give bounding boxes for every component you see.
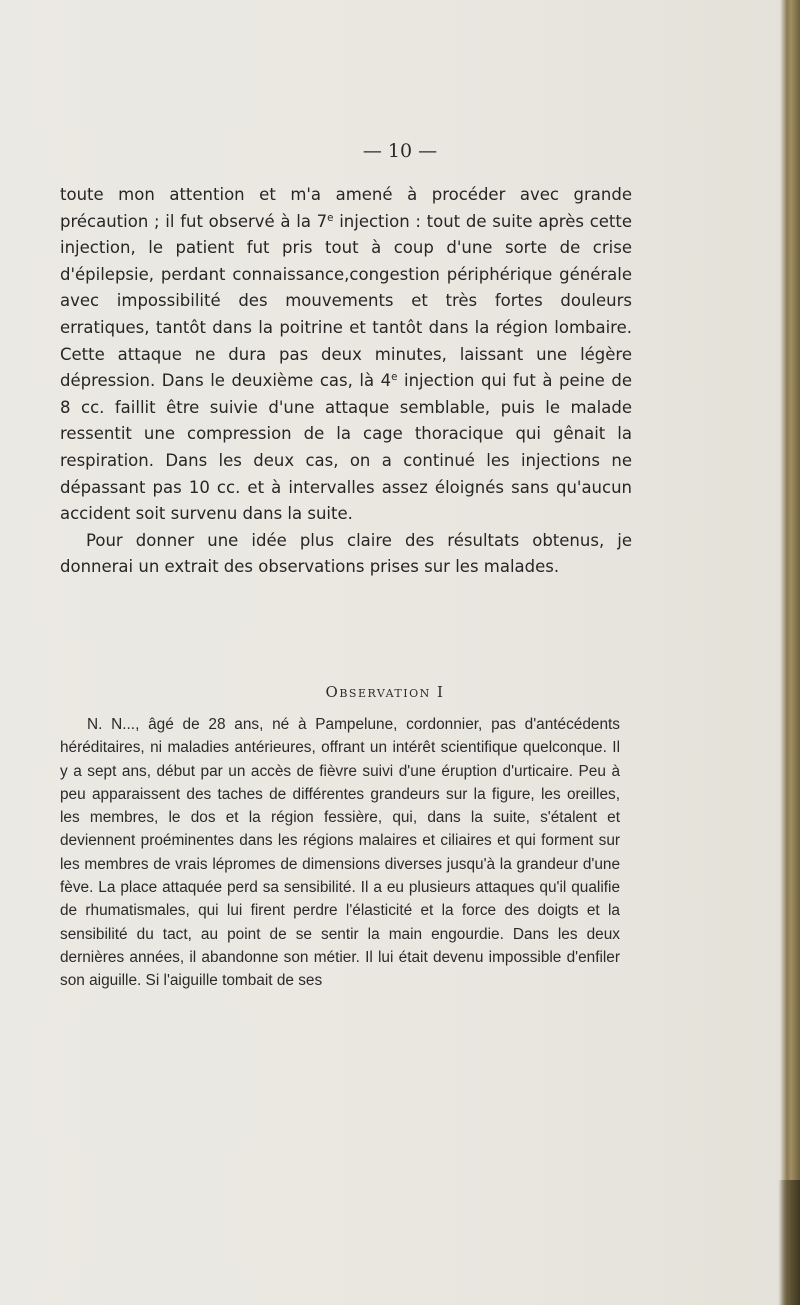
observation-text: N. N..., âgé de 28 ans, né à Pampelune, cordonnier, pas d'antécédents héréditaires, ni maladies antérieures, offrant un intérêt scientifique quelconque. Il y a sept ans, début par un accès de fièvre suivi d'une éruption d'urticaire. Peu à peu apparaissent des taches de différentes grandeurs sur la figure, les oreilles, les membres, le dos et la région fessière, qui, dans la suite, s'étalent et deviennent proéminentes dans les régions malaires et ciliaires et qui forment sur les membres de vrais lépromes de dimensions diverses jusqu'à la grandeur d'une fève. La place attaquée perd sa sensibilité. Il a eu plusieurs attaques qu'il qualifie de rhumatismales, qui lui firent perdre l'élasticité et la force des doigts et la sensibilité du tact, au point de se sentir la main engourdie. Dans les deux dernières années, il abandonne son métier. Il lui était devenu impossible d'enfiler son aiguille. Si l'aiguille tombait de ses [60, 716, 620, 990]
page-number: — 10 — [362, 140, 438, 162]
paragraph-1-part-1: toute mon attention et m'a amené à procéder avec grande précaution ; il fut observé à la 7 [60, 185, 632, 231]
paragraph-1-part-2: injection : tout de suite après cette injection, le patient fut pris tout à coup d'une sorte de crise d'épilepsie, perdant connaissance,congestion périphérique générale avec impossibilité des mouvements et très fortes douleurs erratiques, tantôt dans la poitrine et tantôt dans la région lombaire. Cette attaque ne dura pas deux minutes, laissant une légère dépression. Dans le deuxième cas, là 4 [60, 211, 633, 391]
paragraph-2: Pour donner une idée plus claire des résultats obtenus, je donnerai un extrait des observations prises sur les malades. [60, 530, 632, 577]
book-spine-corner [778, 1180, 800, 1305]
observation-heading: Observation I [325, 683, 445, 701]
book-spine-shadow [780, 0, 800, 1305]
paragraph-1 [60, 182, 632, 528]
main-text-block [60, 182, 632, 581]
superscript-2: e [391, 372, 398, 384]
superscript-1: e [327, 212, 334, 224]
paragraph-1-part-3: injection qui fut à peine de 8 cc. faillit être suivie d'une attaque semblable, puis le malade ressentit une compression de la cage thoracique qui gênait la respiration. Dans les deux cas, on a continué les injections ne dépassant pas 10 cc. et à intervalles assez éloignés sans qu'aucun accident soit survenu dans la suite. [60, 371, 632, 524]
